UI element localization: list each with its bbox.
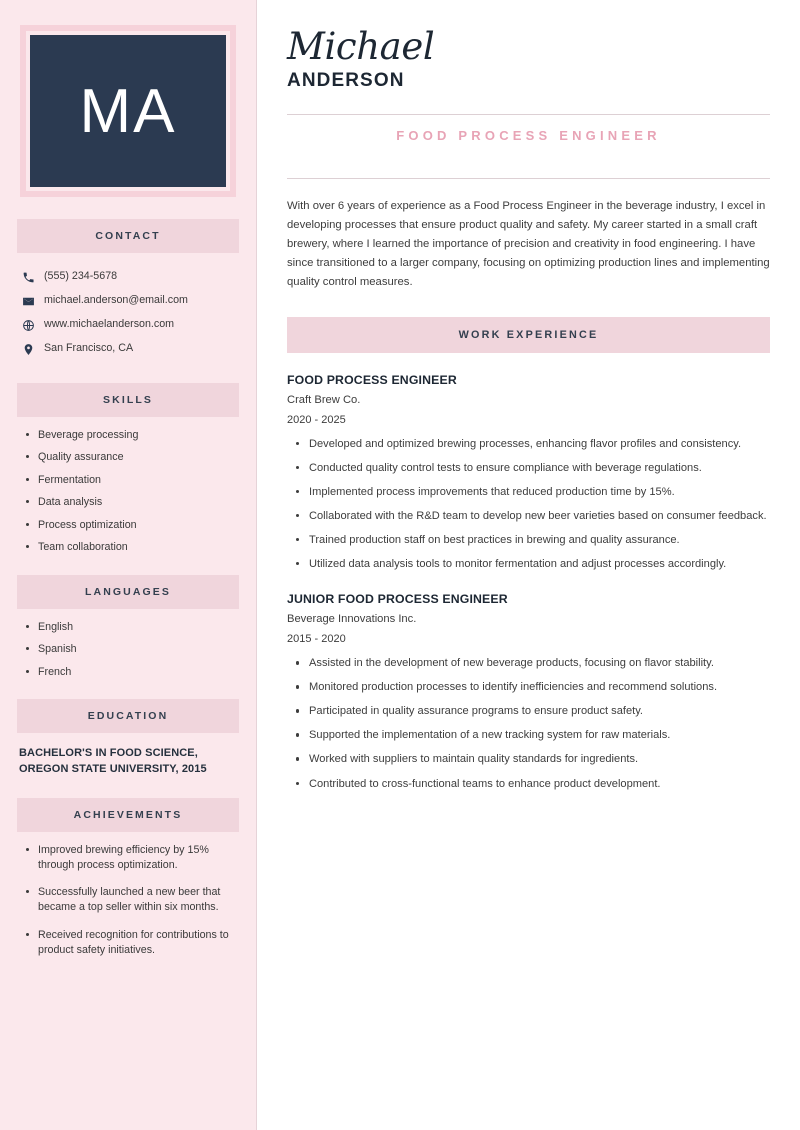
phone-icon (22, 271, 35, 284)
first-name: Michael (287, 25, 435, 68)
education-school: OREGON STATE UNIVERSITY, 2015 (19, 762, 207, 775)
contact-value-phone: (555) 234-5678 (44, 270, 118, 282)
name-header (287, 25, 770, 92)
list-item: Fermentation (34, 473, 239, 487)
list-item: Contributed to cross-functional teams to enhance product development. (305, 776, 770, 792)
job-bullet-list (287, 655, 770, 791)
list-item: Process optimization (34, 518, 239, 532)
list-item: Trained production staff on best practices in brewing and quality assurance. (305, 532, 770, 548)
list-item: Quality assurance (34, 450, 239, 464)
education-entry (19, 746, 239, 778)
contact-list (17, 265, 239, 361)
list-item: Data analysis (34, 495, 239, 509)
professional-summary: With over 6 years of experience as a Food Process Engineer in the beverage industry, I excel in developing processes that ensure product quality and safety. My career started in a small craft brewery, where I learned the importance of precision and creativity in food engineering. I have since transitioned to a larger company, focusing on optimizing production lines and implementing quality control measures. (287, 199, 770, 288)
contact-value-website: www.michaelanderson.com (44, 318, 175, 330)
contact-item-website[interactable] (17, 313, 239, 337)
page-title: FOOD PROCESS ENGINEER (396, 127, 661, 143)
list-item: Supported the implementation of a new tracking system for raw materials. (305, 727, 770, 743)
list-item: Improved brewing efficiency by 15% through process optimization. (34, 843, 239, 873)
achievements-list (17, 843, 239, 958)
contact-item-location[interactable] (17, 337, 239, 361)
last-name: ANDERSON (287, 69, 405, 91)
list-item: Implemented process improvements that reduced production time by 15%. (305, 484, 770, 500)
education-degree: BACHELOR'S IN FOOD SCIENCE, (19, 746, 198, 759)
job-role: FOOD PROCESS ENGINEER (287, 372, 457, 387)
job-role: JUNIOR FOOD PROCESS ENGINEER (287, 592, 508, 607)
list-item: Monitored production processes to identify inefficiencies and recommend solutions. (305, 679, 770, 695)
job-dates: 2015 - 2020 (287, 633, 346, 646)
contact-item-phone[interactable] (17, 265, 239, 289)
work-experience-entry-2 (287, 592, 770, 791)
location-pin-icon (22, 343, 35, 356)
section-heading-education: EDUCATION (17, 699, 239, 733)
section-heading-skills: SKILLS (17, 383, 239, 417)
skills-list (17, 428, 239, 555)
work-experience-entry-1 (287, 373, 770, 572)
monogram-frame (20, 25, 236, 197)
job-dates: 2020 - 2025 (287, 413, 346, 426)
list-item: French (34, 665, 239, 679)
list-item: Beverage processing (34, 428, 239, 442)
main-content (257, 0, 800, 1130)
divider-below-title (287, 178, 770, 179)
envelope-icon (22, 295, 35, 308)
languages-list (17, 620, 239, 679)
sidebar (0, 0, 256, 1130)
list-item: Conducted quality control tests to ensure compliance with beverage regulations. (305, 460, 770, 476)
list-item: Team collaboration (34, 540, 239, 554)
list-item: Spanish (34, 642, 239, 656)
contact-value-location: San Francisco, CA (44, 342, 134, 354)
list-item: Received recognition for contributions to product safety initiatives. (34, 928, 239, 958)
list-item: Collaborated with the R&D team to develop new beer varieties based on consumer feedback. (305, 508, 770, 524)
list-item: Utilized data analysis tools to monitor fermentation and adjust processes accordingly. (305, 556, 770, 572)
list-item: Assisted in the development of new beverage products, focusing on flavor stability. (305, 655, 770, 671)
list-item: Developed and optimized brewing processes, enhancing flavor profiles and consistency. (305, 436, 770, 452)
job-bullet-list (287, 436, 770, 572)
list-item: English (34, 620, 239, 634)
globe-icon (22, 319, 35, 332)
list-item: Worked with suppliers to maintain quality standards for ingredients. (305, 751, 770, 767)
contact-item-email[interactable] (17, 289, 239, 313)
section-heading-achievements: ACHIEVEMENTS (17, 798, 239, 832)
list-item: Participated in quality assurance programs to ensure product safety. (305, 703, 770, 719)
contact-value-email: michael.anderson@email.com (44, 294, 188, 306)
section-heading-languages: LANGUAGES (17, 575, 239, 609)
section-heading-contact: CONTACT (17, 219, 239, 253)
monogram-block (30, 35, 226, 187)
job-company: Beverage Innovations Inc. (287, 613, 417, 626)
job-company: Craft Brew Co. (287, 393, 361, 406)
section-heading-work-experience: WORK EXPERIENCE (287, 317, 770, 353)
list-item: Successfully launched a new beer that became a top seller within six months. (34, 885, 239, 915)
monogram-initials: MA (79, 76, 177, 146)
